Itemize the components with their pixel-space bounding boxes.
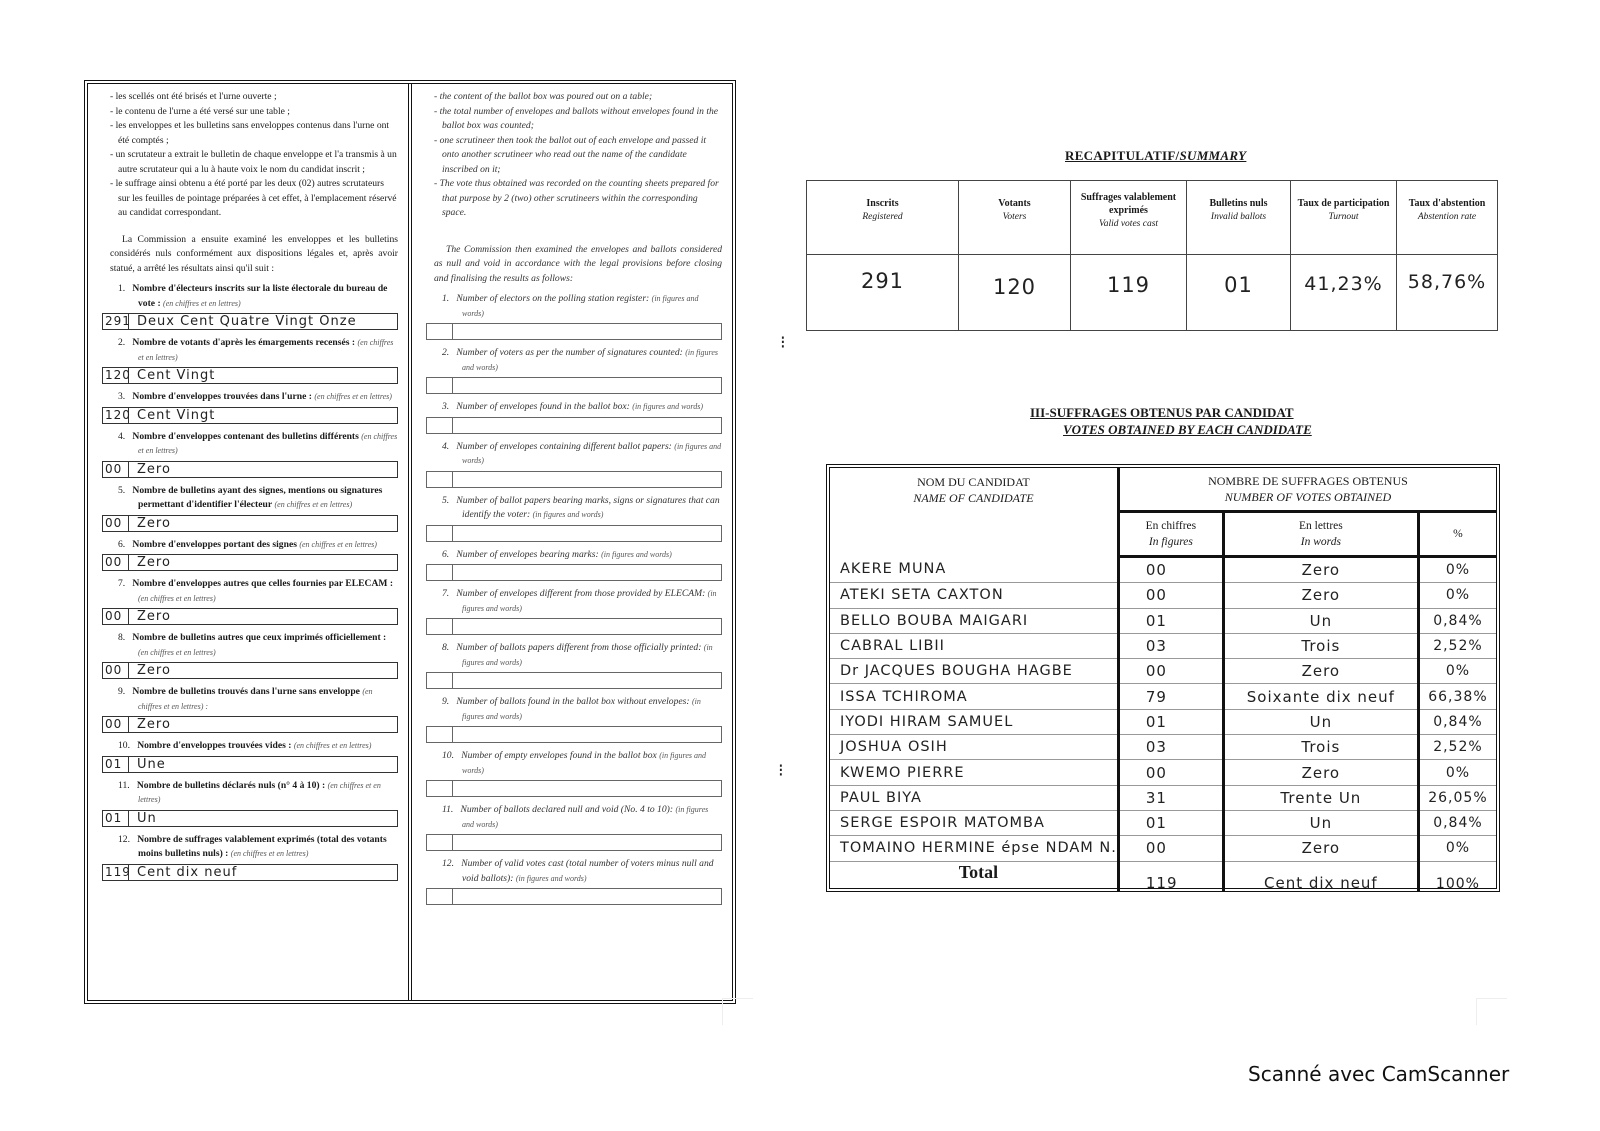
candidate-row: [830, 633, 1496, 658]
item-hint: (in figures and words): [462, 441, 722, 465]
form-item: [105, 739, 398, 773]
answer-box[interactable]: [426, 672, 722, 689]
candidate-row: [830, 557, 1496, 583]
candidate-votes-figure: 00: [1118, 583, 1223, 608]
form-item-label: [434, 440, 722, 469]
header-in-figures: En chiffres In figures: [1118, 512, 1223, 557]
item-number: 11.: [118, 779, 130, 791]
answer-words[interactable]: Zero: [137, 461, 171, 477]
item-question: Nombre d'enveloppes trouvées vides :: [137, 740, 292, 751]
candidate-votes-percent: 0%: [1418, 557, 1496, 583]
answer-box[interactable]: [426, 780, 722, 797]
form-item-label: [434, 587, 722, 616]
item-number: 4.: [442, 440, 450, 452]
item-question: Number of envelopes found in the ballot box:: [456, 401, 630, 412]
total-percent: 100%: [1435, 875, 1480, 892]
item-number: 4.: [118, 430, 126, 442]
item-number: 11.: [442, 804, 454, 815]
candidate-votes-percent: 0%: [1418, 760, 1496, 785]
item-hint: (in figures and words): [601, 549, 672, 559]
candidate-name: AKERE MUNA: [830, 557, 1118, 583]
item-question: Nombre de suffrages valablement exprimés (total des votants moins bulletins nuls) :: [137, 833, 387, 859]
form-items-french: [105, 282, 398, 881]
counting-form: [84, 80, 736, 1004]
form-item: [105, 484, 398, 532]
item-number: 12.: [442, 858, 454, 869]
candidate-row: [830, 684, 1496, 709]
form-item: [105, 538, 398, 572]
answer-box[interactable]: [102, 407, 398, 424]
candidate-votes-words: Soixante dix neuf: [1223, 684, 1418, 709]
candidate-votes-percent: 2,52%: [1418, 633, 1496, 658]
candidate-name: ISSA TCHIROMA: [830, 684, 1118, 709]
binding-mark: ⁝: [778, 760, 784, 781]
item-number: 10.: [442, 750, 454, 761]
answer-words[interactable]: Zero: [137, 515, 171, 531]
item-question: Number of ballot papers bearing marks, signs or signatures that can identify the voter:: [456, 494, 720, 520]
candidate-votes-figure: 31: [1118, 785, 1223, 810]
item-question: Nombre d'enveloppes trouvées dans l'urne :: [132, 391, 312, 402]
summary-table: [806, 180, 1498, 331]
answer-figure[interactable]: 291: [105, 314, 131, 328]
item-hint: (in figures and words): [632, 402, 704, 411]
item-question: Number of valid votes cast (total number of voters minus null and void ballots):: [461, 858, 714, 884]
total-row: [830, 861, 1496, 892]
candidate-row: [830, 760, 1496, 785]
candidate-votes-percent: 26,05%: [1418, 785, 1496, 810]
item-hint: (en chiffres et en lettres): [299, 539, 377, 549]
candidate-votes-percent: 0%: [1418, 836, 1496, 861]
procedure-bullet: - the content of the ballot box was poured out on a table;: [434, 91, 653, 102]
procedure-bullet: - The vote thus obtained was recorded on the counting sheets prepared for that purpose by 2 (two) other scrutineers within the corresponding space.: [434, 178, 719, 218]
form-item: [434, 641, 722, 689]
answer-box[interactable]: [102, 367, 398, 384]
answer-figure[interactable]: 00: [103, 609, 129, 624]
answer-box[interactable]: [426, 377, 722, 394]
form-item-label: [110, 833, 398, 862]
form-item: [434, 494, 722, 542]
candidate-votes-figure: 00: [1118, 836, 1223, 861]
item-hint: (en chiffres et en lettres): [138, 431, 398, 455]
candidate-votes-figure: 01: [1118, 709, 1223, 734]
form-item-label: [110, 631, 398, 660]
form-item: [434, 400, 722, 434]
item-hint: (in figures and words): [532, 510, 604, 519]
form-item-label: [110, 538, 398, 553]
item-hint: (en chiffres et en lettres): [138, 338, 394, 362]
candidate-votes-figure: 01: [1118, 608, 1223, 633]
candidate-votes-words: Trente Un: [1223, 785, 1418, 810]
item-number: 3.: [118, 391, 126, 402]
procedure-bullet: - one scrutineer then took the ballot out of each envelope and passed it onto another scrutineer who read out the name of the candidate inscribed on it;: [434, 134, 707, 175]
item-hint: (in figures and words): [462, 348, 719, 372]
answer-figure[interactable]: [427, 727, 453, 742]
candidate-votes-figure: 00: [1118, 659, 1223, 684]
candidate-votes-percent: 0%: [1418, 583, 1496, 608]
form-column-french: [88, 84, 412, 1000]
item-hint: (in figures and words): [462, 697, 701, 721]
answer-box[interactable]: [102, 554, 398, 571]
answer-box[interactable]: [102, 864, 398, 881]
form-item: [434, 292, 722, 340]
candidate-name: KWEMO PIERRE: [830, 760, 1118, 785]
page-corner-mark: [722, 998, 753, 1025]
summary-valid-votes-value: 119: [1071, 255, 1187, 331]
answer-box[interactable]: [102, 608, 398, 625]
item-question: Nombre d'enveloppes autres que celles fournies par ELECAM :: [132, 578, 394, 589]
form-item: [105, 577, 398, 625]
candidate-rows: [830, 557, 1496, 862]
form-item: [434, 346, 722, 394]
item-number: 6.: [442, 548, 450, 560]
form-item-label: [110, 336, 398, 365]
answer-box[interactable]: [102, 716, 398, 733]
answer-figure[interactable]: [427, 472, 453, 487]
answer-box[interactable]: [426, 618, 722, 635]
item-number: 8.: [442, 642, 450, 653]
answer-words[interactable]: Cent Vingt: [137, 368, 216, 383]
item-number: 2.: [442, 347, 450, 358]
form-item-label: [434, 494, 722, 523]
candidate-votes-figure: 03: [1118, 633, 1223, 658]
candidate-row: [830, 785, 1496, 810]
answer-words[interactable]: Deux Cent Quatre Vingt Onze: [137, 314, 357, 329]
form-column-english: [412, 84, 732, 1000]
summary-header-registered: Inscrits Registered: [807, 181, 959, 255]
form-item: [434, 695, 722, 743]
answer-figure[interactable]: [427, 565, 453, 580]
form-item: [434, 749, 722, 797]
form-item-label: [110, 779, 398, 808]
item-question: Nombre d'enveloppes portant des signes: [132, 538, 297, 550]
candidate-row: [830, 608, 1496, 633]
item-question: Nombre de bulletins déclarés nuls (n° 4 à 10) :: [136, 779, 326, 791]
answer-figure[interactable]: [427, 526, 453, 541]
item-hint: (en chiffres et en lettres): [274, 500, 353, 509]
summary-header-invalid-ballots: Bulletins nuls Invalid ballots: [1187, 181, 1291, 255]
form-item-label: [434, 641, 722, 670]
form-item: [105, 631, 398, 679]
candidate-votes-words: Zero: [1223, 836, 1418, 861]
answer-figure[interactable]: 00: [103, 555, 129, 570]
summary-header-valid-votes: Suffrages valablement exprimés Valid votes cast: [1071, 181, 1187, 255]
candidate-votes-percent: 2,52%: [1418, 735, 1496, 760]
summary-title: RECAPITULATIF/SUMMARY: [1065, 148, 1247, 163]
candidate-name: IYODI HIRAM SAMUEL: [830, 709, 1118, 734]
answer-words[interactable]: Cent Vingt: [137, 407, 216, 423]
candidate-name: ATEKI SETA CAXTON: [830, 583, 1118, 608]
total-label: Total: [830, 861, 1118, 892]
item-number: 6.: [118, 538, 126, 550]
answer-box[interactable]: [426, 888, 722, 905]
candidate-header-row: [830, 468, 1496, 512]
form-item-label: [110, 685, 398, 714]
item-question: Nombre de votants d'après les émargements recensés :: [132, 337, 356, 348]
candidate-votes-figure: 03: [1118, 735, 1223, 760]
answer-figure[interactable]: [427, 835, 453, 850]
item-question: Nombre d'électeurs inscrits sur la liste électorale du bureau de vote :: [132, 283, 388, 309]
form-item: [105, 282, 398, 330]
answer-figure[interactable]: [427, 673, 453, 688]
answer-box[interactable]: [426, 834, 722, 851]
candidate-votes-words: Trois: [1223, 735, 1418, 760]
answer-figure[interactable]: [427, 889, 453, 904]
answer-figure[interactable]: 00: [103, 717, 129, 732]
candidate-name: PAUL BIYA: [830, 785, 1118, 810]
item-number: 12.: [118, 833, 130, 845]
item-number: 7.: [442, 588, 450, 599]
candidate-name: CABRAL LIBII: [830, 633, 1118, 658]
procedure-bullet: - le contenu de l'urne a été versé sur une table ;: [110, 105, 290, 117]
summary-header-voters: Votants Voters: [959, 181, 1071, 255]
form-item-label: [434, 749, 722, 778]
answer-words[interactable]: Zero: [137, 555, 171, 570]
answer-figure[interactable]: 00: [103, 663, 129, 678]
item-question: Number of envelopes bearing marks:: [456, 548, 599, 560]
form-item-label: [434, 548, 722, 563]
answer-box[interactable]: [426, 323, 722, 340]
answer-figure[interactable]: 119: [105, 864, 131, 879]
answer-box[interactable]: [102, 313, 398, 330]
page-corner-mark: [1476, 998, 1507, 1025]
item-hint: (en chiffres et en lettres): [314, 392, 392, 401]
candidate-row: [830, 735, 1496, 760]
item-number: 1.: [442, 293, 450, 304]
section-title: III-SUFFRAGES OBTENUS PAR CANDIDAT VOTES OBTAINED BY EACH CANDIDATE: [1030, 405, 1312, 437]
item-question: Number of voters as per the number of signatures counted:: [456, 347, 683, 358]
summary-header-turnout: Taux de participation Turnout: [1291, 181, 1397, 255]
form-item: [105, 833, 398, 881]
item-hint: (en chiffres et en lettres): [293, 741, 372, 750]
answer-box[interactable]: [426, 525, 722, 542]
answer-figure[interactable]: 00: [103, 462, 129, 477]
form-item-label: [110, 577, 398, 606]
form-item: [105, 685, 398, 733]
item-hint: (in figures and words): [462, 643, 713, 667]
candidate-votes-words: Zero: [1223, 557, 1418, 583]
candidate-votes-percent: 66,38%: [1418, 684, 1496, 709]
form-item-label: [434, 400, 722, 415]
answer-box[interactable]: [426, 417, 722, 434]
item-number: 5.: [442, 494, 450, 506]
item-hint: (en chiffres et en lettres): [230, 849, 309, 858]
item-question: Number of ballots papers different from those officially printed:: [456, 642, 702, 653]
answer-box[interactable]: [102, 756, 398, 773]
answer-box[interactable]: [426, 564, 722, 581]
answer-box[interactable]: [102, 515, 398, 532]
procedure-bullet: - les enveloppes et les bulletins sans enveloppes contenus dans l'urne ont été comptés ;: [110, 120, 390, 146]
candidate-votes-words: Zero: [1223, 659, 1418, 684]
answer-figure[interactable]: 01: [103, 811, 129, 826]
item-number: 8.: [118, 632, 126, 643]
form-item-label: [110, 390, 398, 405]
camscanner-watermark: Scanné avec CamScanner: [1248, 1062, 1510, 1086]
candidate-votes-percent: 0,84%: [1418, 709, 1496, 734]
item-question: Nombre de bulletins trouvés dans l'urne sans enveloppe: [132, 686, 360, 697]
item-hint: (en chiffres et en lettres): [138, 780, 381, 804]
candidate-votes-words: Un: [1223, 810, 1418, 835]
candidate-votes-table: [826, 464, 1500, 892]
form-item: [434, 857, 722, 905]
form-item-label: [434, 292, 722, 321]
item-hint: (in figures and words): [515, 873, 587, 883]
answer-figure[interactable]: [427, 781, 453, 796]
item-hint: (in figures and words): [462, 589, 717, 613]
form-item: [105, 336, 398, 384]
answer-figure[interactable]: 00: [103, 516, 129, 531]
candidate-votes-words: Zero: [1223, 760, 1418, 785]
form-item: [434, 440, 722, 488]
candidate-name: TOMAINO HERMINE épse NDAM N.: [830, 836, 1118, 861]
item-question: Number of electors on the polling station register:: [456, 293, 650, 304]
answer-words[interactable]: Un: [137, 810, 157, 826]
procedure-bullet: - un scrutateur a extrait le bulletin de chaque enveloppe et l'a transmis à un autre scrutateur qui a lu à haute voix le nom du candidat inscrit ;: [110, 149, 397, 175]
summary-registered-value: 291: [807, 255, 959, 331]
candidate-row: [830, 659, 1496, 684]
item-number: 9.: [118, 686, 126, 697]
summary-abstention-value: 58,76%: [1397, 255, 1498, 331]
item-number: 1.: [118, 283, 126, 294]
total-words: Cent dix neuf: [1223, 861, 1418, 892]
binding-mark: ⁝: [780, 332, 786, 353]
form-item-label: [110, 282, 398, 311]
item-hint: (en chiffres et en lettres): [163, 298, 241, 308]
form-item-label: [434, 346, 722, 375]
summary-header-abstention: Taux d'abstention Abstention rate: [1397, 181, 1498, 255]
commission-paragraph: La Commission a ensuite examiné les enveloppes et les bulletins considérés nuls conformément aux dispositions légales et, après avoir statué, a arrêté les résultats ainsi qu'il suit :: [110, 233, 398, 274]
form-item-label: [110, 739, 398, 754]
item-number: 10.: [118, 740, 130, 751]
candidate-votes-percent: 0,84%: [1418, 810, 1496, 835]
form-item-label: [110, 430, 398, 459]
item-question: Nombre de bulletins autres que ceux imprimés officiellement :: [132, 632, 387, 643]
form-item: [434, 548, 722, 582]
answer-figure[interactable]: 120: [105, 407, 131, 422]
answer-words[interactable]: Cent dix neuf: [137, 864, 238, 880]
item-number: 9.: [442, 696, 450, 707]
summary-invalid-ballots-value: 01: [1187, 255, 1291, 331]
form-item-label: [110, 484, 398, 513]
answer-words[interactable]: Zero: [137, 717, 171, 732]
form-item: [105, 430, 398, 478]
header-percent: %: [1418, 512, 1496, 557]
item-question: Nombre d'enveloppes contenant des bulletins différents: [132, 430, 359, 442]
summary-value-row: [807, 255, 1498, 331]
form-item-label: [434, 695, 722, 724]
item-hint: (en chiffres et en lettres) :: [138, 687, 373, 711]
total-figure: 119: [1118, 861, 1223, 892]
item-question: Number of ballots declared null and void (No. 4 to 10):: [460, 804, 674, 815]
item-hint: (en chiffres et en lettres): [138, 593, 216, 603]
candidate-votes-words: Un: [1223, 608, 1418, 633]
item-hint: (in figures and words): [462, 805, 709, 829]
procedure-bullet: - le suffrage ainsi obtenu a été porté par les deux (02) autres scrutateurs sur les feuilles de pointage préparées à cet effet, à l'emplacement réservé au candidat correspondant.: [110, 178, 397, 218]
candidate-name: BELLO BOUBA MAIGARI: [830, 608, 1118, 633]
answer-box[interactable]: [426, 726, 722, 743]
candidate-votes-percent: 0%: [1418, 659, 1496, 684]
candidate-row: [830, 709, 1496, 734]
header-votes-obtained: NOMBRE DE SUFFRAGES OBTENUS NUMBER OF VOTES OBTAINED: [1118, 468, 1496, 512]
answer-figure[interactable]: [427, 378, 453, 393]
candidate-row: [830, 810, 1496, 835]
candidate-votes-figure: 00: [1118, 557, 1223, 583]
candidate-votes-words: Trois: [1223, 633, 1418, 658]
form-item: [434, 587, 722, 635]
candidate-row: [830, 583, 1496, 608]
form-item-label: [434, 803, 722, 832]
procedure-bullet: - les scellés ont été brisés et l'urne ouverte ;: [110, 91, 277, 102]
item-question: Nombre de bulletins ayant des signes, mentions ou signatures permettant d'identifier l'électeur: [132, 484, 383, 510]
answer-figure[interactable]: 120: [105, 368, 131, 382]
item-number: 3.: [442, 401, 450, 412]
answer-figure[interactable]: [427, 619, 453, 634]
answer-figure[interactable]: [427, 418, 453, 433]
header-candidate-name: NOM DU CANDIDAT NAME OF CANDIDATE: [830, 468, 1118, 557]
answer-box[interactable]: [102, 461, 398, 478]
candidate-name: Dr JACQUES BOUGHA HAGBE: [830, 659, 1118, 684]
commission-paragraph: The Commission then examined the envelopes and ballots considered as null and void in accordance with the legal provisions before closing and finalising the results as follows:: [434, 243, 722, 284]
answer-figure[interactable]: 01: [103, 757, 129, 772]
item-hint: (in figures and words): [462, 751, 706, 775]
candidate-votes-percent: 0,84%: [1418, 608, 1496, 633]
answer-words[interactable]: Une: [137, 756, 166, 772]
item-hint: (en chiffres et en lettres): [138, 647, 216, 657]
candidate-name: SERGE ESPOIR MATOMBA: [830, 810, 1118, 835]
form-item: [105, 390, 398, 424]
candidate-votes-words: Zero: [1223, 583, 1418, 608]
item-question: Number of envelopes different from those provided by ELECAM:: [456, 588, 706, 599]
answer-figure[interactable]: [427, 324, 453, 339]
item-question: Number of envelopes containing different ballot papers:: [456, 440, 672, 452]
summary-turnout-value: 41,23%: [1291, 255, 1397, 331]
candidate-votes-figure: 79: [1118, 684, 1223, 709]
form-items-english: [434, 292, 722, 905]
item-number: 2.: [118, 337, 126, 348]
candidate-votes-figure: 00: [1118, 760, 1223, 785]
summary-header-row: [807, 181, 1498, 255]
answer-words[interactable]: Zero: [137, 609, 171, 624]
form-item: [434, 803, 722, 851]
form-item: [105, 779, 398, 827]
candidate-name: JOSHUA OSIH: [830, 735, 1118, 760]
answer-box[interactable]: [102, 810, 398, 827]
summary-voters-value: 120: [959, 255, 1071, 331]
candidate-votes-figure: 01: [1118, 810, 1223, 835]
procedure-bullet: - the total number of envelopes and ballots without envelopes found in the ballot box was counted;: [434, 105, 719, 131]
item-number: 5.: [118, 484, 126, 496]
form-item-label: [434, 857, 722, 886]
answer-box[interactable]: [102, 662, 398, 679]
answer-box[interactable]: [426, 471, 722, 488]
item-hint: (in figures and words): [462, 294, 699, 318]
item-question: Number of ballots found in the ballot box without envelopes:: [456, 696, 690, 707]
item-question: Number of empty envelopes found in the ballot box: [461, 750, 657, 761]
candidate-row: [830, 836, 1496, 861]
candidate-votes-words: Un: [1223, 709, 1418, 734]
header-in-words: En lettres In words: [1223, 512, 1418, 557]
item-number: 7.: [118, 578, 126, 589]
answer-words[interactable]: Zero: [137, 663, 171, 678]
